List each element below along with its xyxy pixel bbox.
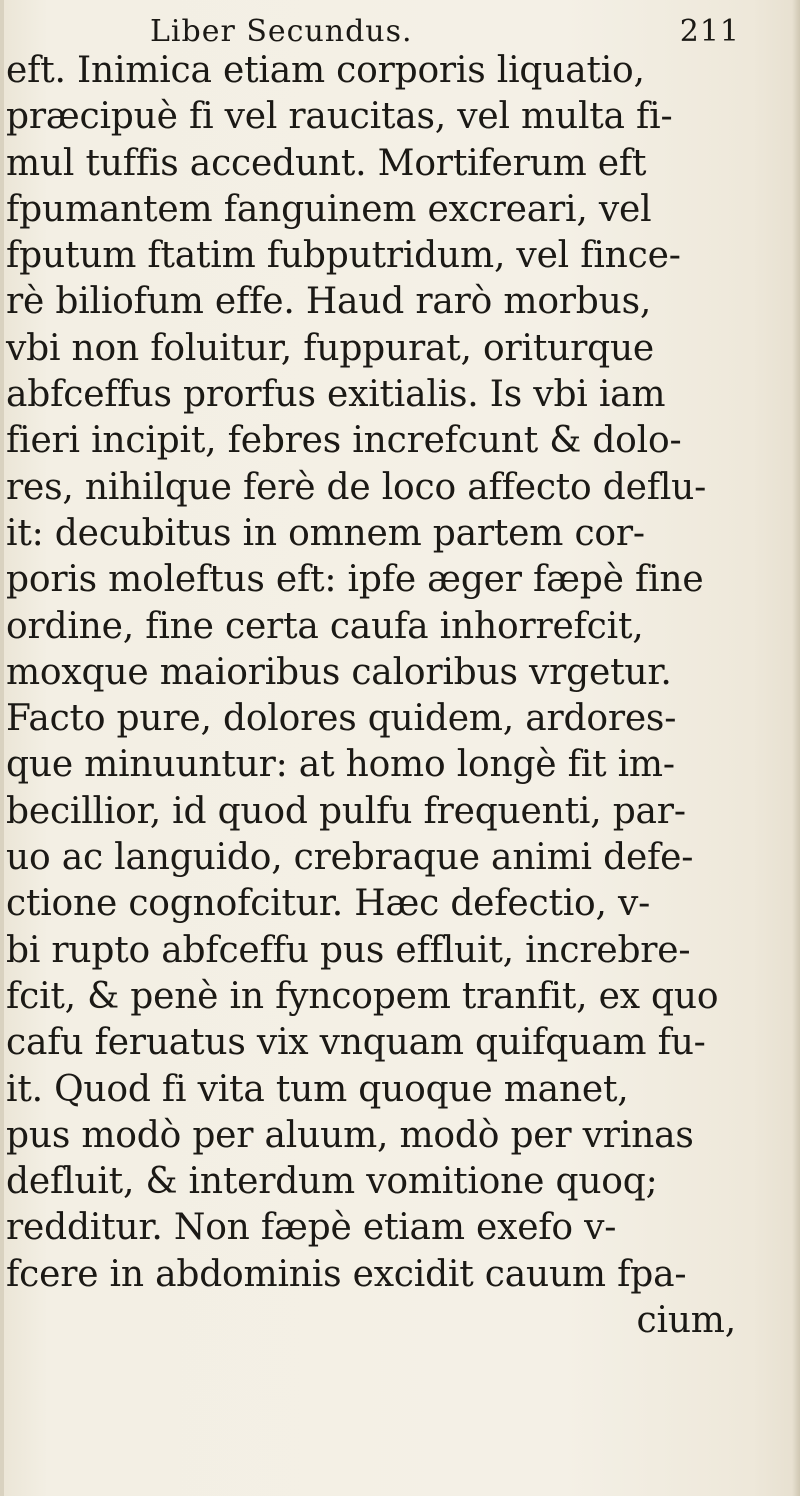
- text-line: it. Quod fi vita tum quoque manet,: [6, 1068, 629, 1110]
- text-line: præcipuè fi vel raucitas, vel multa fi-: [6, 96, 673, 138]
- page-edge-left: [0, 0, 4, 1496]
- text-line: fpumantem fanguinem excreari, vel: [6, 188, 652, 230]
- page-number: 211: [679, 14, 740, 49]
- text-line: Facto pure, dolores quidem, ardores-: [6, 698, 677, 740]
- text-line: poris moleftus eft: ipfe æger fæpè fine: [6, 559, 704, 601]
- text-line: vbi non foluitur, fuppurat, oriturque: [6, 327, 655, 369]
- text-line: eft. Inimica etiam corporis liquatio,: [6, 50, 645, 91]
- text-line-catchword: cium,: [636, 1300, 736, 1342]
- text-line: becillior, id quod pulfu frequenti, par-: [6, 790, 686, 832]
- text-line: defluit, & interdum vomitione quoq;: [6, 1161, 658, 1203]
- body-text: [6, 48, 796, 1344]
- text-line: abfceffus prorfus exitialis. Is vbi iam: [6, 374, 666, 416]
- text-line: mul tuffis accedunt. Mortiferum eft: [6, 142, 647, 184]
- text-line: bi rupto abfceffu pus effluit, increbre-: [6, 929, 691, 971]
- text-line: fcere in abdominis excidit cauum fpa-: [6, 1253, 687, 1295]
- running-head: Liber Secundus.: [150, 14, 413, 49]
- text-line: ctione cognofcitur. Hæc defectio, v-: [6, 883, 651, 925]
- text-line: que minuuntur: at homo longè fit im-: [6, 744, 675, 786]
- text-line: ordine, fine certa caufa inhorrefcit,: [6, 605, 644, 647]
- text-line: pus modò per aluum, modò per vrinas: [6, 1114, 694, 1156]
- text-line: cafu feruatus vix vnquam quifquam fu-: [6, 1022, 706, 1064]
- text-line: fputum ftatim fubputridum, vel fince-: [6, 235, 681, 277]
- text-line: uo ac languido, crebraque animi defe-: [6, 837, 694, 879]
- text-line: redditur. Non fæpè etiam exefo v-: [6, 1207, 617, 1249]
- text-line: fieri incipit, febres increfcunt & dolo-: [6, 420, 682, 462]
- text-line: res, nihilque ferè de loco affecto deflu-: [6, 466, 707, 508]
- text-line: it: decubitus in omnem partem cor-: [6, 512, 645, 554]
- text-line: moxque maioribus caloribus vrgetur.: [6, 651, 672, 693]
- text-line: rè biliofum effe. Haud rarò morbus,: [6, 281, 652, 323]
- text-line: fcit, & penè in fyncopem tranfit, ex quo: [6, 975, 719, 1017]
